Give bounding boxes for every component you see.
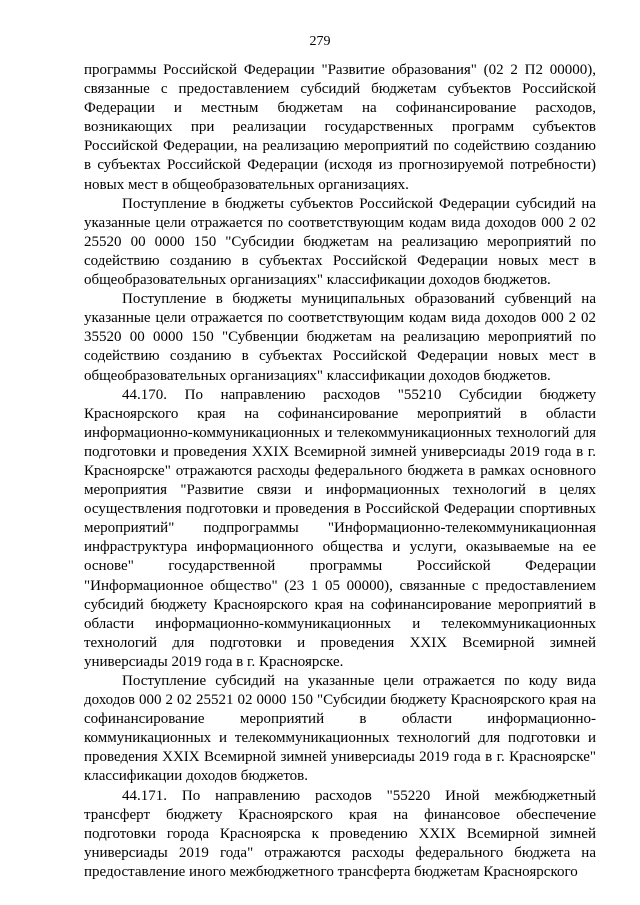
paragraph-municipal-revenues: Поступление в бюджеты муниципальных образований субвенций на указанные цели отражается по соответствующим кодам вида доходов 000 2 02 35520 00 0000 150 "Субвенции бюджетам на реализацию мероприятий по содействию созданию в субъектах Российской Федерации новых мест в общеобразовательных организациях" классификации доходов бюджетов.: [84, 291, 596, 384]
paragraph-44-171: 44.171. По направлению расходов "55220 Иной межбюджетный трансферт бюджету Красноярского края на финансовое обеспечение подготовки города Красноярска к проведению XXIX Всемирной зимней универсиады 2019 года" отражаются расходы федерального бюджета на предоставление иного межбюджетного трансферта бюджетам Красноярского: [84, 787, 596, 880]
page-number: 279: [309, 34, 331, 49]
paragraph-44-170: 44.170. По направлению расходов "55210 Субсидии бюджету Красноярского края на софинансирование мероприятий в области информационно-коммуникационных и телекоммуникационных технологий для подготовки и проведения XXIX Всемирной зимней универсиады 2019 года в г. Красноярске" отражаются расходы федерального бюджета в рамках основного мероприятия "Развитие связи и информационных технологий в целях осуществления подготовки и проведения в Российской Федерации спортивных мероприятий" подпрограммы "Информационно-телекоммуникационная инфраструктура информационного общества и услуги, оказываемые на ее основе" государственной программы Российской Федерации "Информационное общество" (23 1 05 00000), связанные с предоставлением субсидий бюджету Красноярского края на софинансирование мероприятий в области информационно-коммуникационных и телекоммуникационных технологий для подготовки и проведения XXIX Всемирной зимней универсиады 2019 года в г. Красноярске.: [84, 386, 596, 670]
paragraph-subject-revenues: Поступление в бюджеты субъектов Российской Федерации субсидий на указанные цели отражается по соответствующим кодам вида доходов 000 2 02 25520 00 0000 150 "Субсидии бюджетам на реализацию мероприятий по содействию созданию в субъектах Российской Федерации новых мест в общеобразовательных организациях" классификации доходов бюджетов.: [84, 195, 596, 289]
document-body: [84, 61, 596, 882]
paragraph-subsidy-revenues: Поступление субсидий на указанные цели отражается по коду вида доходов 000 2 02 25521 02 0000 150 "Субсидии бюджету Красноярского края на софинансирование мероприятий в области информационно-коммуникационных и телекоммуникационных технологий для подготовки и проведения XXIX Всемирной зимней универсиады 2019 года в г. Красноярске" классификации доходов бюджетов.: [84, 673, 596, 785]
paragraph-continuation: программы Российской Федерации "Развитие образования" (02 2 П2 00000), связанные с предоставлением субсидий бюджетам субъектов Российской Федерации и местным бюджетам на софинансирование расходов, возникающих при реализации государственных программ субъектов Российской Федерации, на реализацию мероприятий по содействию созданию в субъектах Российской Федерации (исходя из прогнозируемой потребности) новых мест в общеобразовательных организациях.: [84, 62, 596, 193]
